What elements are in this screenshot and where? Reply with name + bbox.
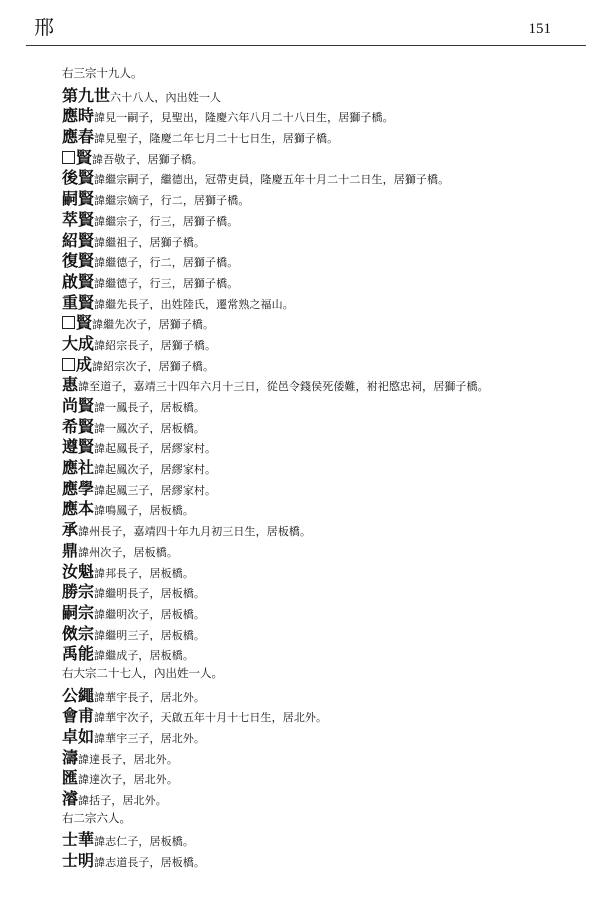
genealogy-entry [62, 455, 582, 476]
person-name: 賢 [76, 313, 93, 331]
genealogy-entry [62, 496, 582, 517]
person-name: 嗣宗 [62, 602, 95, 621]
summary-note-text: 右二宗六人。 [62, 810, 131, 825]
genealogy-entry [62, 310, 582, 331]
entry-description: 諱繼宗嗣子，繼德出，冠帶吏員，隆慶五年十月二十二日生，居獅子橋。 [94, 173, 450, 187]
entry-description: 諱鳴鳳子，居板橋。 [94, 504, 194, 518]
entry-description: 諱紹宗長子，居獅子橋。 [94, 338, 217, 352]
person-name: 應春 [62, 127, 95, 145]
running-head-title: 邢 [34, 15, 54, 39]
entry-description: 諱起鳳三子，居繆家村。 [94, 483, 217, 497]
person-name: 希賢 [62, 416, 95, 435]
person-name: 應時 [62, 106, 95, 125]
person-name: 承 [62, 520, 79, 538]
person-name: 惠 [62, 375, 79, 393]
person-name: 嗣賢 [62, 189, 95, 207]
header-rule [26, 45, 586, 46]
entry-description: 諱志仁子，居板橋。 [94, 835, 194, 849]
genealogy-entry [62, 103, 582, 124]
genealogy-entry [62, 559, 582, 580]
genealogy-entry [62, 124, 582, 145]
lineage-summary-note [62, 62, 582, 83]
genealogy-entry [62, 290, 582, 311]
genealogy-entry [62, 476, 582, 497]
genealogy-entry [62, 331, 582, 352]
genealogy-entry [62, 83, 582, 104]
entry-description: 諱繼祖子，居獅子橋。 [94, 235, 206, 249]
genealogy-entry [62, 434, 582, 455]
entry-description: 諱華宇長子，居北外。 [94, 690, 206, 704]
entry-description: 諱紹宗次子，居獅子橋。 [92, 359, 215, 373]
entry-description: 諱繼德子，行三，居獅子橋。 [94, 276, 239, 290]
genealogy-entry [62, 145, 582, 166]
genealogy-entry [62, 827, 582, 848]
entry-description: 諱繼先次子，居獅子橋。 [92, 318, 215, 331]
entry-description: 諱起鳳次子，居繆家村。 [94, 463, 217, 476]
summary-note-text: 右大宗二十七人，內出姓一人。 [62, 665, 223, 680]
entry-description: 諱一鳳次子，居板橋。 [94, 421, 206, 435]
entry-description: 諱繼德子，行二，居獅子橋。 [94, 256, 239, 269]
page-number: 151 [528, 21, 551, 37]
person-name: 大成 [62, 333, 95, 352]
genealogy-entry [62, 621, 582, 642]
entry-description: 諱括子，居北外。 [78, 794, 167, 807]
genealogy-entry [62, 248, 582, 269]
genealogy-entry-list [62, 62, 582, 869]
person-name: 汝魁 [62, 561, 95, 580]
entry-description: 諱達長子，居北外。 [78, 752, 178, 766]
entry-description: 六十八人，內出姓一人 [110, 90, 222, 104]
entry-description: 諱起鳳長子，居繆家村。 [94, 442, 217, 456]
person-name: 重賢 [62, 292, 95, 311]
person-name: 濬 [62, 789, 79, 807]
genealogy-entry [62, 414, 582, 435]
missing-character-box [62, 316, 75, 329]
entry-description: 諱州次子，居板橋。 [78, 545, 178, 559]
genealogy-entry [62, 393, 582, 414]
person-name: 尚賢 [62, 396, 95, 414]
genealogy-entry [62, 765, 582, 786]
person-name: 勝宗 [62, 582, 95, 600]
entry-description: 諱見聖子，隆慶二年七月二十七日生，居獅子橋。 [94, 132, 339, 145]
genealogy-entry [62, 745, 582, 766]
genealogy-entry [62, 579, 582, 600]
person-name: 成 [76, 354, 93, 373]
entry-description: 諱繼成子，居板橋。 [94, 649, 194, 662]
entry-description: 諱繼明三子，居板橋。 [94, 628, 206, 642]
entry-description: 諱華宇三子，居北外。 [94, 732, 206, 745]
genealogy-entry [62, 600, 582, 621]
genealogy-entry [62, 538, 582, 559]
person-name: 萃賢 [62, 209, 95, 228]
entry-description: 諱繼宗子，行三，居獅子橋。 [94, 214, 239, 228]
entry-description: 諱州長子，嘉靖四十年九月初三日生，居板橋。 [78, 525, 312, 538]
lineage-summary-note [62, 807, 582, 828]
entry-description: 諱志道長子，居板橋。 [94, 856, 206, 869]
entry-description: 諱邦長子，居板橋。 [94, 566, 194, 580]
summary-note-text: 右三宗十九人。 [62, 66, 143, 80]
missing-character-box [62, 151, 75, 164]
person-name: 禹能 [62, 644, 95, 662]
entry-description: 諱見一嗣子，見聖出，隆慶六年八月二十八日生，居獅子橋。 [94, 111, 394, 125]
person-name: 後賢 [62, 168, 95, 187]
entry-description: 諱至道子，嘉靖三十四年六月十三日，從邑令錢侯死倭難，祔祀愍忠祠，居獅子橋。 [78, 380, 489, 393]
person-name: 應社 [62, 458, 95, 476]
person-name: 遵賢 [62, 437, 95, 456]
person-name: 匯 [62, 768, 79, 787]
genealogy-entry [62, 372, 582, 393]
genealogy-entry [62, 683, 582, 704]
genealogy-entry [62, 269, 582, 290]
entry-description: 諱吾敬子，居獅子橋。 [92, 152, 204, 166]
entry-description: 諱一鳳長子，居板橋。 [94, 401, 206, 414]
person-name: 復賢 [62, 251, 95, 269]
missing-character-box [62, 358, 75, 371]
genealogy-entry [62, 186, 582, 207]
genealogy-entry [62, 207, 582, 228]
person-name: 公繩 [62, 685, 95, 704]
person-name: 應本 [62, 499, 95, 518]
genealogy-entry [62, 228, 582, 249]
person-name: 鼎 [62, 540, 79, 559]
person-name: 士華 [62, 830, 95, 849]
person-name: 應學 [62, 478, 95, 497]
entry-description: 諱繼先長子，出姓陸氏，遷常熟之福山。 [94, 297, 294, 311]
entry-description: 諱繼宗嫡子，行二，居獅子橋。 [94, 194, 250, 207]
person-name: 濤 [62, 747, 79, 766]
person-name: 啟賢 [62, 271, 95, 290]
person-name: 傚宗 [62, 623, 95, 642]
entry-description: 諱繼明次子，居板橋。 [94, 607, 206, 621]
genealogy-entry [62, 703, 582, 724]
genealogy-entry [62, 517, 582, 538]
person-name: 卓如 [62, 727, 95, 745]
entry-description: 諱達次子，居北外。 [78, 773, 178, 787]
person-name: 紹賢 [62, 230, 95, 249]
lineage-summary-note [62, 662, 582, 683]
entry-description: 諱華宇次子，天啟五年十月十七日生，居北外。 [94, 711, 328, 724]
genealogy-entry [62, 641, 582, 662]
genealogy-entry [62, 848, 582, 869]
genealogy-entry [62, 352, 582, 373]
entry-description: 諱繼明長子，居板橋。 [94, 587, 206, 600]
person-name: 士明 [62, 851, 95, 869]
genealogy-entry [62, 165, 582, 186]
person-name: 會甫 [62, 706, 95, 724]
genealogy-entry [62, 786, 582, 807]
genealogy-entry [62, 724, 582, 745]
person-name: 賢 [76, 147, 93, 166]
person-name: 第九世 [62, 85, 111, 104]
